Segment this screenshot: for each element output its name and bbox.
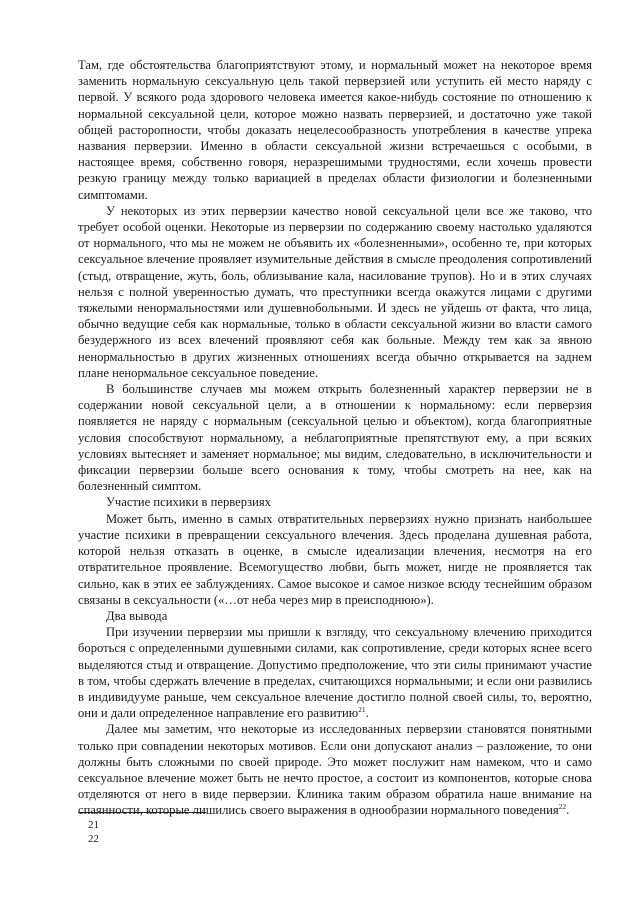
paragraph-5-text: При изучении перверзии мы пришли к взгляду, что сексуальному влечению приходится бороться с определенными душевными силами, как сопротивление, среди которых яснее всего выделяются стыд и отвращение. Допустимо предположение, что эти силы принимают участие в том, чтобы сдержать влечение в пределах, считающихся нормальными; и если они развились в индивидууме раньше, чем сексуальное влечение достигло полной своей силы, то, вероятно, они и дали определенное направление его развитию bbox=[78, 625, 592, 721]
footnote-21: 21 bbox=[88, 819, 99, 831]
footnote-separator bbox=[78, 812, 206, 813]
paragraph-4: Может быть, именно в самых отвратительных перверзиях нужно признать наибольшее участие психики в превращении сексуального влечения. Здесь проделана душевная работа, которой нельзя отказать в оценке, в смысле идеализации влечения, несмотря на его отвратительное проявление. Всемогущество любви, быть может, нигде не проявляется так сильно, как в этих ее заблуждениях. Самое высокое и самое низкое всюду теснейшим образом связаны в сексуальности («…от неба через мир в преисподнюю»). bbox=[78, 511, 592, 607]
paragraph-6-text: Далее мы заметим, что некоторые из исследованных перверзии становятся понятными только при совпадении некоторых мотивов. Если они допускают анализ – разложение, то они должны быть сложными по своей природе. Это может послужит нам намеком, что и само сексуальное влечение может быть не нечто простое, а состоит из компонентов, которые снова отделяются от него в виде перверзии. Клиника таким образом обратила наше внимание на спаянности, которые лишились своего выражения в однообразии нормального поведения bbox=[78, 722, 592, 818]
paragraph-2: У некоторых из этих перверзии качество новой сексуальной цели все же таково, что требует особой оценки. Некоторые из перверзии по содержанию своему настолько удаляются от нормального, что мы не можем не объявить их «болезненными», особенно те, при которых сексуальное влечение проявляет изумительные действия в смысле преодоления сопротивлений (стыд, отвращение, жуть, боль, облизывание кала, насилование трупов). Но и в этих случаях нельзя с полной уверенностью думать, что преступники всегда окажутся лицами с другими тяжелыми ненормальностями или душевнобольными. И здесь не уйдешь от факта, что лица, обычно ведущие себя как нормальные, только в области сексуальной жизни во власти самого безудержного из всех влечений проявляют себя как больные. Между тем как за явною ненормальностью в других жизненных отношениях всегда обычно открывается на заднем плане ненормальное сексуальное поведение. bbox=[78, 203, 592, 380]
footnote-ref-22[interactable]: 22 bbox=[558, 802, 567, 812]
body-text bbox=[78, 57, 592, 819]
paragraph-1: Там, где обстоятельства благоприятствуют этому, и нормальный может на некоторое время заменить нормальную сексуальную цель такой перверзией или уступить ей место наряду с первой. У всякого рода здорового человека имеется какое-нибудь состояние по отношению к нормальной сексуальной цели, которое можно назвать перверзией, и достаточно уже такой общей расторопности, чтобы доказать нецелесообразность употребления в качестве упрека названия перверзии. Именно в области сексуальной жизни встречаешься с особыми, в настоящее время, собственно говоря, неразрешимыми трудностями, если хочешь провести резкую границу между только вариацией в пределах области физиологии и болезненными симптомами. bbox=[78, 58, 592, 202]
footnote-22: 22 bbox=[88, 833, 99, 845]
section-heading-psyche: Участие психики в перверзиях bbox=[106, 495, 271, 510]
paragraph-3: В большинстве случаев мы можем открыть болезненный характер перверзии не в содержании новой сексуальной цели, а в отношении к нормальному: если перверзия появляется не наряду с нормальным (сексуальной целью и объектом), когда благоприятные условия способствуют нормальному, а неблагоприятные препятствуют ему, а при всяких условиях вытесняет и заменяет нормальное; мы видим, следовательно, в исключительности и фиксации перверзии больше всего основания к тому, чтобы смотреть на нее, как на болезненный симптом. bbox=[78, 382, 592, 494]
paragraph-5 bbox=[78, 624, 592, 721]
footnotes bbox=[78, 812, 378, 846]
paragraph-6 bbox=[78, 721, 592, 818]
section-heading-two-conclusions: Два вывода bbox=[106, 608, 168, 623]
footnote-ref-21[interactable]: 21 bbox=[358, 704, 366, 714]
paragraph-6-end: . bbox=[566, 803, 570, 818]
paragraph-5-end: . bbox=[365, 706, 369, 721]
